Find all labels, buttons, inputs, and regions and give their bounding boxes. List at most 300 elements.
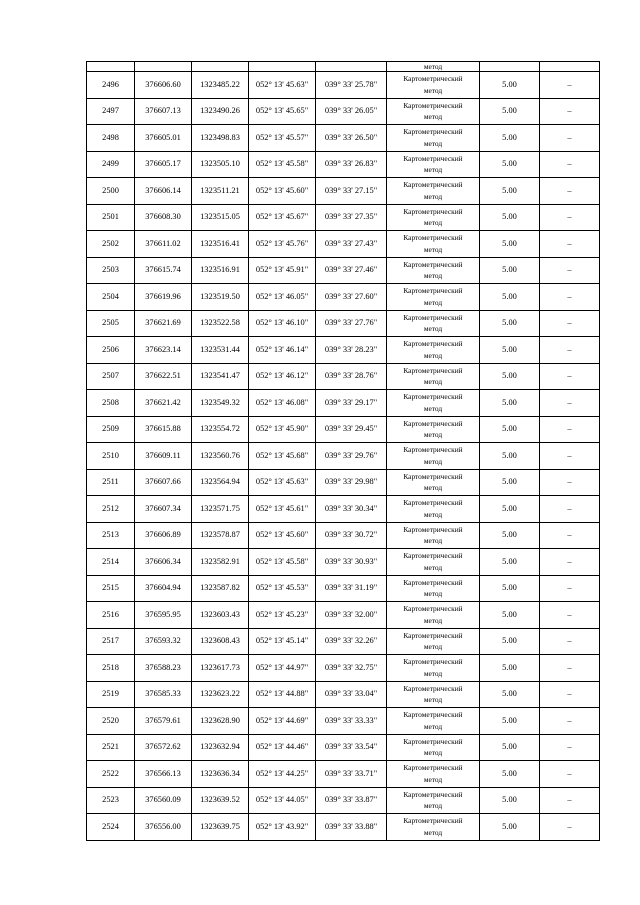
cell-longitude: 039° 33' 29.76" [316,443,387,470]
table-row [87,125,600,152]
cell-accuracy: 5.00 [480,469,540,496]
table-row [87,204,600,231]
cell-note: – [540,257,600,284]
table-row [87,549,600,576]
cell-empty [87,62,135,72]
method-line-1: Картометрический [403,816,463,826]
cell-x-coordinate: 376606.89 [135,522,192,549]
cell-note: – [540,443,600,470]
cell-point-number: 2507 [87,363,135,390]
cell-point-number: 2496 [87,72,135,99]
cell-latitude: 052° 13' 44.46" [249,734,316,761]
cell-note: – [540,814,600,841]
cell-x-coordinate: 376607.13 [135,98,192,125]
cell-note: – [540,390,600,417]
cell-latitude: 052° 13' 45.65" [249,98,316,125]
coordinates-table [86,61,600,841]
cell-point-number: 2521 [87,734,135,761]
cell-accuracy: 5.00 [480,443,540,470]
cell-method [387,522,480,549]
cell-y-coordinate: 1323560.76 [192,443,249,470]
cell-longitude: 039° 33' 32.26" [316,628,387,655]
cell-empty [316,62,387,72]
table-row [87,363,600,390]
cell-point-number: 2512 [87,496,135,523]
cell-accuracy: 5.00 [480,151,540,178]
method-line-1: Картометрический [403,418,463,428]
cell-longitude: 039° 33' 33.71" [316,761,387,788]
table-row [87,443,600,470]
method-line-1: Картометрический [403,392,463,402]
method-line-1: Картометрический [403,445,463,455]
table-row [87,761,600,788]
cell-x-coordinate: 376623.14 [135,337,192,364]
method-line-2: метод [423,430,443,440]
cell-accuracy: 5.00 [480,178,540,205]
cell-latitude: 052° 13' 44.25" [249,761,316,788]
cell-accuracy: 5.00 [480,628,540,655]
cell-method [387,469,480,496]
cell-latitude: 052° 13' 46.08" [249,390,316,417]
cell-y-coordinate: 1323505.10 [192,151,249,178]
cell-accuracy: 5.00 [480,125,540,152]
cell-y-coordinate: 1323516.41 [192,231,249,258]
table-row [87,72,600,99]
cell-method [387,575,480,602]
cell-longitude: 039° 33' 27.43" [316,231,387,258]
cell-y-coordinate: 1323571.75 [192,496,249,523]
cell-method [387,787,480,814]
cell-x-coordinate: 376585.33 [135,681,192,708]
method-line-2: метод [423,668,443,678]
method-line-2: метод [423,297,443,307]
method-line-2: метод [423,138,443,148]
cell-method [387,337,480,364]
cell-x-coordinate: 376579.61 [135,708,192,735]
cell-y-coordinate: 1323578.87 [192,522,249,549]
cell-point-number: 2508 [87,390,135,417]
cell-note: – [540,284,600,311]
cell-x-coordinate: 376566.13 [135,761,192,788]
method-line-1: Картометрический [403,471,463,481]
cell-accuracy: 5.00 [480,416,540,443]
cell-latitude: 052° 13' 45.63" [249,72,316,99]
cell-note: – [540,125,600,152]
cell-point-number: 2509 [87,416,135,443]
cell-y-coordinate: 1323636.34 [192,761,249,788]
cell-longitude: 039° 33' 29.17" [316,390,387,417]
cell-latitude: 052° 13' 45.58" [249,151,316,178]
cell-accuracy: 5.00 [480,814,540,841]
cell-x-coordinate: 376605.01 [135,125,192,152]
cell-note: – [540,549,600,576]
cell-latitude: 052° 13' 44.88" [249,681,316,708]
cell-point-number: 2504 [87,284,135,311]
cell-note: – [540,761,600,788]
cell-y-coordinate: 1323522.58 [192,310,249,337]
cell-x-coordinate: 376595.95 [135,602,192,629]
cell-y-coordinate: 1323549.32 [192,390,249,417]
method-line-1: Картометрический [403,577,463,587]
cell-x-coordinate: 376605.17 [135,151,192,178]
cell-point-number: 2514 [87,549,135,576]
cell-empty [540,62,600,72]
cell-note: – [540,787,600,814]
cell-method [387,602,480,629]
cell-longitude: 039° 33' 27.60" [316,284,387,311]
cell-y-coordinate: 1323531.44 [192,337,249,364]
cell-accuracy: 5.00 [480,734,540,761]
method-line-1: Картометрический [403,524,463,534]
cell-point-number: 2506 [87,337,135,364]
cell-empty [480,62,540,72]
cell-latitude: 052° 13' 46.05" [249,284,316,311]
cell-latitude: 052° 13' 45.57" [249,125,316,152]
cell-point-number: 2499 [87,151,135,178]
cell-note: – [540,734,600,761]
cell-latitude: 052° 13' 45.23" [249,602,316,629]
method-line-1: Картометрический [403,100,463,110]
cell-method [387,231,480,258]
cell-accuracy: 5.00 [480,337,540,364]
cell-point-number: 2497 [87,98,135,125]
cell-x-coordinate: 376615.74 [135,257,192,284]
cell-method [387,310,480,337]
cell-note: – [540,628,600,655]
table-row [87,151,600,178]
cell-longitude: 039° 33' 27.76" [316,310,387,337]
method-line-1: Картометрический [403,736,463,746]
method-line-2: метод [423,721,443,731]
cell-point-number: 2519 [87,681,135,708]
cell-longitude: 039° 33' 26.50" [316,125,387,152]
cell-y-coordinate: 1323515.05 [192,204,249,231]
cell-method [387,151,480,178]
cell-method [387,416,480,443]
cell-accuracy: 5.00 [480,708,540,735]
cell-method [387,628,480,655]
cell-longitude: 039° 33' 27.35" [316,204,387,231]
table-row [87,708,600,735]
method-line-1: Картометрический [403,339,463,349]
cell-method [387,549,480,576]
cell-note: – [540,496,600,523]
cell-method [387,257,480,284]
cell-method [387,390,480,417]
cell-point-number: 2518 [87,655,135,682]
cell-y-coordinate: 1323564.94 [192,469,249,496]
cell-longitude: 039° 33' 33.88" [316,814,387,841]
cell-method [387,178,480,205]
cell-note: – [540,469,600,496]
method-line-1: Картометрический [403,710,463,720]
table-row [87,628,600,655]
cell-latitude: 052° 13' 44.97" [249,655,316,682]
method-line-1: Картометрический [403,365,463,375]
cell-point-number: 2517 [87,628,135,655]
cell-point-number: 2505 [87,310,135,337]
cell-y-coordinate: 1323628.90 [192,708,249,735]
method-line-1: Картометрический [403,153,463,163]
cell-longitude: 039° 33' 33.33" [316,708,387,735]
table-row [87,602,600,629]
table-row [87,257,600,284]
cell-method [387,204,480,231]
method-line-1: Картометрический [403,657,463,667]
cell-note: – [540,178,600,205]
table-row [87,390,600,417]
cell-y-coordinate: 1323485.22 [192,72,249,99]
cell-point-number: 2510 [87,443,135,470]
cell-note: – [540,602,600,629]
cell-accuracy: 5.00 [480,284,540,311]
method-line-2: метод [423,324,443,334]
cell-empty [135,62,192,72]
cell-accuracy: 5.00 [480,231,540,258]
method-line-1: Картометрический [403,498,463,508]
cell-x-coordinate: 376619.96 [135,284,192,311]
cell-accuracy: 5.00 [480,204,540,231]
cell-y-coordinate: 1323519.50 [192,284,249,311]
cell-note: – [540,98,600,125]
method-line-1: Картометрический [403,789,463,799]
table-row [87,178,600,205]
cell-point-number: 2511 [87,469,135,496]
method-line-1: Картометрический [403,180,463,190]
cell-accuracy: 5.00 [480,655,540,682]
cell-accuracy: 5.00 [480,761,540,788]
cell-note: – [540,231,600,258]
cell-note: – [540,708,600,735]
cell-point-number: 2502 [87,231,135,258]
cell-longitude: 039° 33' 29.98" [316,469,387,496]
cell-latitude: 052° 13' 45.14" [249,628,316,655]
cell-longitude: 039° 33' 25.78" [316,72,387,99]
cell-note: – [540,416,600,443]
cell-x-coordinate: 376607.34 [135,496,192,523]
method-line-2: метод [423,85,443,95]
cell-x-coordinate: 376621.42 [135,390,192,417]
table-row [87,469,600,496]
cell-point-number: 2522 [87,761,135,788]
cell-longitude: 039° 33' 32.00" [316,602,387,629]
cell-point-number: 2500 [87,178,135,205]
table-row-fragment [87,62,600,72]
method-line-2: метод [423,695,443,705]
cell-x-coordinate: 376609.11 [135,443,192,470]
cell-latitude: 052° 13' 45.53" [249,575,316,602]
table-row [87,575,600,602]
cell-latitude: 052° 13' 44.69" [249,708,316,735]
cell-x-coordinate: 376611.02 [135,231,192,258]
cell-x-coordinate: 376607.66 [135,469,192,496]
cell-y-coordinate: 1323587.82 [192,575,249,602]
cell-x-coordinate: 376615.88 [135,416,192,443]
cell-y-coordinate: 1323554.72 [192,416,249,443]
cell-note: – [540,575,600,602]
table-row [87,416,600,443]
method-line-2: метод [423,218,443,228]
table-body [87,62,600,841]
method-line-1: Картометрический [403,74,463,84]
method-line-2: метод [423,509,443,519]
cell-longitude: 039° 33' 29.45" [316,416,387,443]
cell-accuracy: 5.00 [480,575,540,602]
cell-y-coordinate: 1323490.26 [192,98,249,125]
cell-point-number: 2516 [87,602,135,629]
cell-longitude: 039° 33' 26.05" [316,98,387,125]
method-line-1: Картометрический [403,286,463,296]
cell-longitude: 039° 33' 28.23" [316,337,387,364]
method-line-2: метод [423,536,443,546]
cell-note: – [540,204,600,231]
cell-x-coordinate: 376556.00 [135,814,192,841]
cell-note: – [540,655,600,682]
method-line-2: метод [423,112,443,122]
cell-x-coordinate: 376606.60 [135,72,192,99]
method-line-2: метод [423,642,443,652]
method-line-2: метод [423,403,443,413]
cell-latitude: 052° 13' 45.90" [249,416,316,443]
cell-x-coordinate: 376604.94 [135,575,192,602]
cell-accuracy: 5.00 [480,549,540,576]
cell-accuracy: 5.00 [480,72,540,99]
cell-longitude: 039° 33' 33.87" [316,787,387,814]
cell-longitude: 039° 33' 27.46" [316,257,387,284]
table-row [87,655,600,682]
cell-x-coordinate: 376572.62 [135,734,192,761]
cell-latitude: 052° 13' 46.12" [249,363,316,390]
cell-longitude: 039° 33' 30.34" [316,496,387,523]
cell-point-number: 2520 [87,708,135,735]
table-row [87,522,600,549]
cell-method-fragment: метод [387,62,480,72]
cell-y-coordinate: 1323603.43 [192,602,249,629]
cell-point-number: 2498 [87,125,135,152]
cell-method [387,443,480,470]
method-line-1: Картометрический [403,763,463,773]
cell-point-number: 2513 [87,522,135,549]
method-line-1: Картометрический [403,127,463,137]
method-line-2: метод [423,377,443,387]
method-line-2: метод [423,271,443,281]
cell-method [387,363,480,390]
cell-method [387,72,480,99]
cell-method [387,284,480,311]
method-line-1: Картометрический [403,312,463,322]
table-row [87,681,600,708]
cell-longitude: 039° 33' 30.93" [316,549,387,576]
cell-y-coordinate: 1323608.43 [192,628,249,655]
cell-x-coordinate: 376622.51 [135,363,192,390]
cell-latitude: 052° 13' 46.14" [249,337,316,364]
method-line-1: Картометрический [403,683,463,693]
cell-longitude: 039° 33' 27.15" [316,178,387,205]
cell-y-coordinate: 1323617.73 [192,655,249,682]
cell-note: – [540,72,600,99]
cell-note: – [540,310,600,337]
method-line-2: метод [423,562,443,572]
table-row [87,284,600,311]
cell-longitude: 039° 33' 33.04" [316,681,387,708]
cell-latitude: 052° 13' 45.60" [249,522,316,549]
cell-y-coordinate: 1323582.91 [192,549,249,576]
cell-empty [249,62,316,72]
method-line-2: метод [423,244,443,254]
cell-x-coordinate: 376606.34 [135,549,192,576]
method-line-2: метод [423,191,443,201]
method-line-2: метод [423,774,443,784]
method-line-2: метод [423,827,443,837]
method-line-2: метод [423,748,443,758]
cell-accuracy: 5.00 [480,257,540,284]
cell-y-coordinate: 1323632.94 [192,734,249,761]
method-line-1: Картометрический [403,604,463,614]
cell-method [387,814,480,841]
cell-method [387,98,480,125]
method-line-1: Картометрический [403,551,463,561]
cell-x-coordinate: 376560.09 [135,787,192,814]
cell-method [387,681,480,708]
cell-note: – [540,363,600,390]
method-line-2: метод [423,350,443,360]
method-line-2: метод [423,456,443,466]
cell-latitude: 052° 13' 45.61" [249,496,316,523]
cell-method [387,496,480,523]
cell-longitude: 039° 33' 32.75" [316,655,387,682]
table-row [87,496,600,523]
cell-y-coordinate: 1323516.91 [192,257,249,284]
cell-x-coordinate: 376608.30 [135,204,192,231]
cell-accuracy: 5.00 [480,602,540,629]
cell-accuracy: 5.00 [480,522,540,549]
cell-y-coordinate: 1323639.75 [192,814,249,841]
cell-accuracy: 5.00 [480,681,540,708]
cell-x-coordinate: 376588.23 [135,655,192,682]
cell-accuracy: 5.00 [480,496,540,523]
cell-accuracy: 5.00 [480,363,540,390]
table-row [87,231,600,258]
cell-empty [192,62,249,72]
cell-y-coordinate: 1323639.52 [192,787,249,814]
cell-longitude: 039° 33' 28.76" [316,363,387,390]
method-line-2: метод [423,165,443,175]
cell-latitude: 052° 13' 45.58" [249,549,316,576]
method-line-2: метод [423,801,443,811]
method-line-1: Картометрический [403,259,463,269]
cell-method [387,125,480,152]
cell-point-number: 2503 [87,257,135,284]
cell-x-coordinate: 376593.32 [135,628,192,655]
cell-y-coordinate: 1323623.22 [192,681,249,708]
cell-point-number: 2515 [87,575,135,602]
cell-accuracy: 5.00 [480,98,540,125]
cell-latitude: 052° 13' 44.05" [249,787,316,814]
cell-longitude: 039° 33' 26.83" [316,151,387,178]
cell-y-coordinate: 1323498.83 [192,125,249,152]
cell-latitude: 052° 13' 45.60" [249,178,316,205]
cell-latitude: 052° 13' 45.91" [249,257,316,284]
table-row [87,337,600,364]
cell-latitude: 052° 13' 46.10" [249,310,316,337]
table-row [87,814,600,841]
cell-longitude: 039° 33' 33.54" [316,734,387,761]
table-row [87,98,600,125]
cell-longitude: 039° 33' 31.19" [316,575,387,602]
cell-note: – [540,337,600,364]
cell-y-coordinate: 1323541.47 [192,363,249,390]
cell-method [387,761,480,788]
